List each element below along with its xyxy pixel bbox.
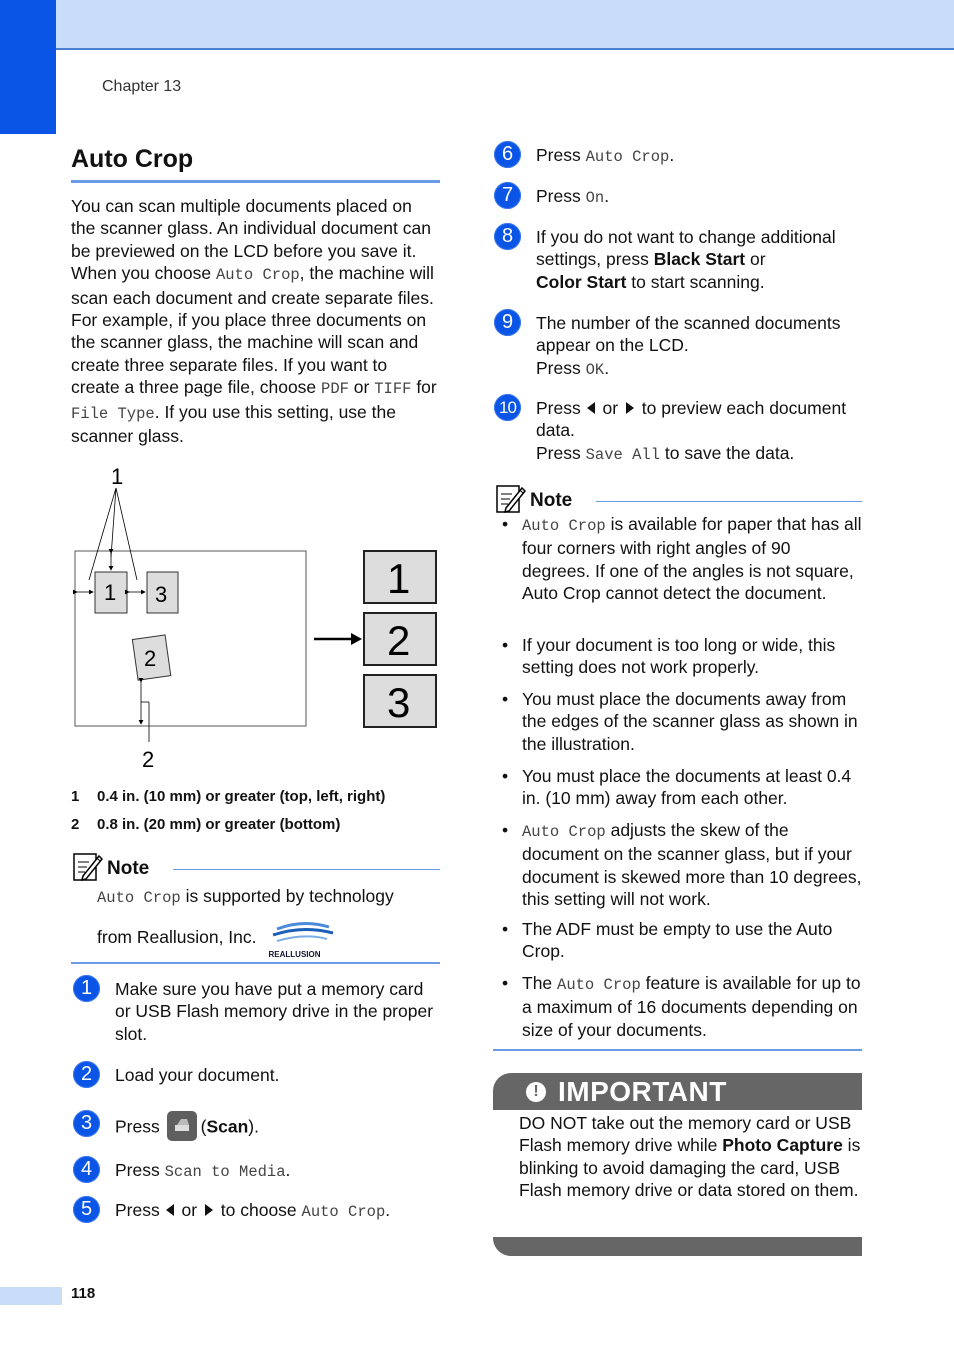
- step-text-pre: Press: [115, 1200, 165, 1220]
- step-number: 10: [494, 394, 521, 421]
- intro-text-2: , the machine will scan each document and create separate files. For example, if you place three documents on the scanner glass, the machine will scan and create three separate files. If you want to create a three page file, choose: [71, 263, 434, 398]
- step-1: [73, 975, 443, 1045]
- step-text-mid: to preview each document data.: [536, 398, 847, 441]
- legend-num: 2: [71, 816, 80, 833]
- note-bullet: • You must place the documents away from the edges of the scanner glass as shown in the illustration.: [499, 688, 862, 755]
- title-rule: [71, 180, 440, 183]
- note-body: [71, 885, 440, 960]
- intro-text-1: You can scan multiple documents placed on the scanner glass. An individual document can be previewed on the LCD before you save it. When you choose: [71, 196, 431, 284]
- step-text-post: .: [604, 357, 610, 378]
- right-arrow-icon: [626, 402, 634, 414]
- step-text: [536, 144, 674, 168]
- bullet-text: is available for paper that has all four corners with right angles of 90 degrees. If one of the angles is not square, Auto Crop cannot detect the document.: [522, 514, 862, 604]
- callout-1: 1: [111, 464, 124, 489]
- intro-mono-1: Auto Crop: [215, 266, 300, 285]
- bullet-text: feature is available for up to a maximum of 16 documents depending on size of your documents.: [522, 973, 861, 1040]
- step-10: [494, 394, 866, 466]
- page-number: 118: [71, 1285, 96, 1302]
- important-footer-bar: [493, 1237, 862, 1256]
- separator: [493, 1049, 862, 1051]
- step-text-pre: Press: [536, 357, 586, 378]
- step-text: Press (Scan).: [115, 1113, 259, 1143]
- step-mono: Auto Crop: [585, 148, 670, 166]
- step-text-pre: If you do not want to change additional settings, press: [536, 227, 836, 270]
- step-number: 6: [494, 141, 521, 168]
- left-arrow-icon: [166, 1204, 174, 1216]
- legend-text: 0.4 in. (10 mm) or greater (top, left, right): [97, 788, 386, 805]
- reallusion-logo: [265, 919, 341, 960]
- scan-button-icon: [167, 1111, 197, 1141]
- note-text-2: from Reallusion, Inc.: [97, 927, 257, 948]
- auto-crop-illustration: [71, 462, 441, 772]
- intro-text-5: . If you use this setting, use the scanner glass.: [71, 401, 396, 447]
- page-tab: [0, 1287, 62, 1305]
- step-text-mid: or: [176, 1200, 202, 1220]
- important-title: IMPORTANT: [558, 1075, 727, 1107]
- step-text-line: The number of the scanned documents appear on the LCD.: [536, 313, 841, 356]
- note-bullet: • If your document is too long or wide, this setting does not work properly.: [499, 634, 862, 679]
- step-8: [494, 223, 866, 293]
- step-9: [494, 309, 866, 381]
- step-mono: Auto Crop: [301, 1203, 386, 1221]
- step-text-mid: or: [745, 249, 766, 270]
- note-label: Note: [107, 858, 150, 879]
- note-icon: [71, 850, 103, 882]
- legend-text: 0.8 in. (20 mm) or greater (bottom): [97, 816, 341, 833]
- step-number: 1: [73, 975, 100, 1002]
- bullet-mono: Auto Crop: [522, 517, 606, 535]
- step-text-pre: Press: [115, 1160, 165, 1180]
- step-text-pre: Press: [115, 1116, 165, 1137]
- logo-wordmark: REALLUSION: [268, 950, 321, 960]
- note-rule: [173, 869, 440, 870]
- note-bullet: • Auto Crop adjusts the skew of the document on the scanner glass, but if your document is skewed more than 10 degrees, this setting will not work.: [502, 820, 862, 910]
- step-text: Load your document.: [115, 1065, 280, 1085]
- left-arrow-icon: [587, 402, 595, 414]
- note-label: Note: [530, 490, 573, 511]
- step-mono: On: [585, 189, 605, 207]
- step-text-pre: Press: [536, 398, 586, 418]
- note-mono: Auto Crop: [97, 889, 181, 907]
- chapter-tab: [0, 0, 56, 134]
- exclamation-icon: !: [526, 1082, 546, 1102]
- header-band: [0, 0, 954, 50]
- bullet-mono: Auto Crop: [557, 976, 641, 994]
- output-page-3-label: 3: [387, 679, 411, 726]
- step-text-post: .: [285, 1160, 291, 1180]
- section-title: Auto Crop: [71, 145, 194, 173]
- step-number: 5: [73, 1196, 100, 1223]
- step-text-post: ).: [248, 1116, 259, 1137]
- note-left: [71, 846, 440, 960]
- intro-mono-4: File Type: [71, 404, 155, 423]
- intro-mono-3: TIFF: [374, 380, 412, 399]
- step-number: 2: [73, 1061, 100, 1088]
- step-text-mid: to choose: [215, 1200, 302, 1220]
- step-4: [73, 1156, 290, 1183]
- step-number: 3: [73, 1110, 100, 1137]
- important-box: [493, 1073, 862, 1202]
- note-bullet: • The Auto Crop feature is available for up to a maximum of 16 documents depending on size of your documents.: [502, 973, 861, 1040]
- step-text-pre: Press: [536, 442, 586, 463]
- separator: [71, 962, 440, 964]
- step-bold: Color Start: [536, 271, 627, 292]
- intro-paragraph: [71, 195, 440, 447]
- legend-row: [71, 816, 451, 844]
- bullet-text: If your document is too long or wide, this setting does not work properly.: [522, 635, 836, 678]
- step-number: 9: [494, 309, 521, 336]
- step-mono: OK: [585, 360, 605, 379]
- step-text: [115, 1159, 290, 1183]
- step-text-post: to start scanning.: [626, 271, 765, 292]
- output-page-1-label: 1: [387, 555, 411, 602]
- step-number: 4: [73, 1156, 100, 1183]
- step-text-post: to save the data.: [660, 442, 795, 463]
- step-text: [536, 226, 866, 293]
- step-text-post: .: [669, 145, 675, 165]
- note-icon: [494, 482, 526, 514]
- document-2-label: 2: [144, 646, 157, 671]
- intro-text-4: for: [411, 377, 437, 398]
- step-mono: Scan to Media: [164, 1163, 286, 1181]
- important-bold: Photo Capture: [722, 1135, 843, 1156]
- step-6: [494, 141, 674, 168]
- intro-text-3: or: [348, 377, 375, 398]
- document-3-label: 3: [155, 582, 168, 607]
- step-text: [115, 1199, 390, 1223]
- note-bullet: • Auto Crop is available for paper that has all four corners with right angles of 90 degrees. If one of the angles is not square, Auto Crop cannot detect the document.: [502, 514, 862, 604]
- intro-mono-2: PDF: [321, 380, 349, 399]
- bullet-text: You must place the documents at least 0.4 in. (10 mm) away from each other.: [522, 766, 852, 809]
- legend-num: 1: [71, 788, 80, 805]
- note-rule: [596, 501, 862, 502]
- legend-row: [71, 788, 451, 816]
- step-2: [73, 1061, 279, 1088]
- note-bullet: • The ADF must be empty to use the Auto Crop.: [499, 918, 862, 963]
- step-text-post: .: [385, 1200, 391, 1220]
- bullet-text: adjusts the skew of the document on the scanner glass, but if your document is skewed more than 10 degrees, this setting will not work.: [522, 820, 862, 910]
- illustration-svg: [71, 462, 441, 772]
- step-number: 7: [494, 182, 521, 209]
- important-header: [493, 1073, 862, 1110]
- step-text-pre: Press: [536, 145, 586, 165]
- note-text-1: is supported by technology: [180, 886, 394, 906]
- left-column: [71, 140, 440, 447]
- output-page-2-label: 2: [387, 617, 411, 664]
- bullet-text-pre: The: [522, 973, 558, 993]
- step-number: 8: [494, 223, 521, 250]
- step-5: [73, 1196, 390, 1223]
- step-text: [536, 312, 866, 381]
- bullet-mono: Auto Crop: [522, 823, 606, 841]
- callout-2: 2: [142, 747, 155, 772]
- bullet-text: The ADF must be empty to use the Auto Crop.: [522, 919, 833, 962]
- step-bold: Black Start: [653, 249, 746, 270]
- note-bullet: • You must place the documents at least 0.4 in. (10 mm) away from each other.: [499, 765, 862, 810]
- chapter-label: Chapter 13: [102, 78, 182, 95]
- step-mono: Save All: [585, 445, 661, 464]
- step-text-post: .: [604, 186, 610, 206]
- important-text-2: is blinking to avoid damaging the card, USB Flash memory drive or data stored on them.: [519, 1135, 861, 1201]
- step-3: [73, 1110, 259, 1143]
- step-text: Make sure you have put a memory card or USB Flash memory drive in the proper slot.: [115, 979, 434, 1044]
- step-text: [536, 185, 609, 209]
- bullet-text: You must place the documents away from the edges of the scanner glass as shown in the illustration.: [522, 689, 858, 754]
- important-body: [493, 1110, 862, 1202]
- note-right: [494, 478, 862, 514]
- step-text-mid: or: [597, 398, 623, 418]
- illustration-legend: [71, 788, 451, 844]
- step-7: [494, 182, 609, 209]
- important-text-1: DO NOT take out the memory card or USB Flash memory drive while: [519, 1113, 852, 1156]
- step-text: [536, 397, 866, 466]
- step-bold: Scan: [206, 1116, 249, 1137]
- step-text-pre: Press: [536, 186, 586, 206]
- document-1-label: 1: [104, 580, 117, 605]
- right-arrow-icon: [205, 1204, 213, 1216]
